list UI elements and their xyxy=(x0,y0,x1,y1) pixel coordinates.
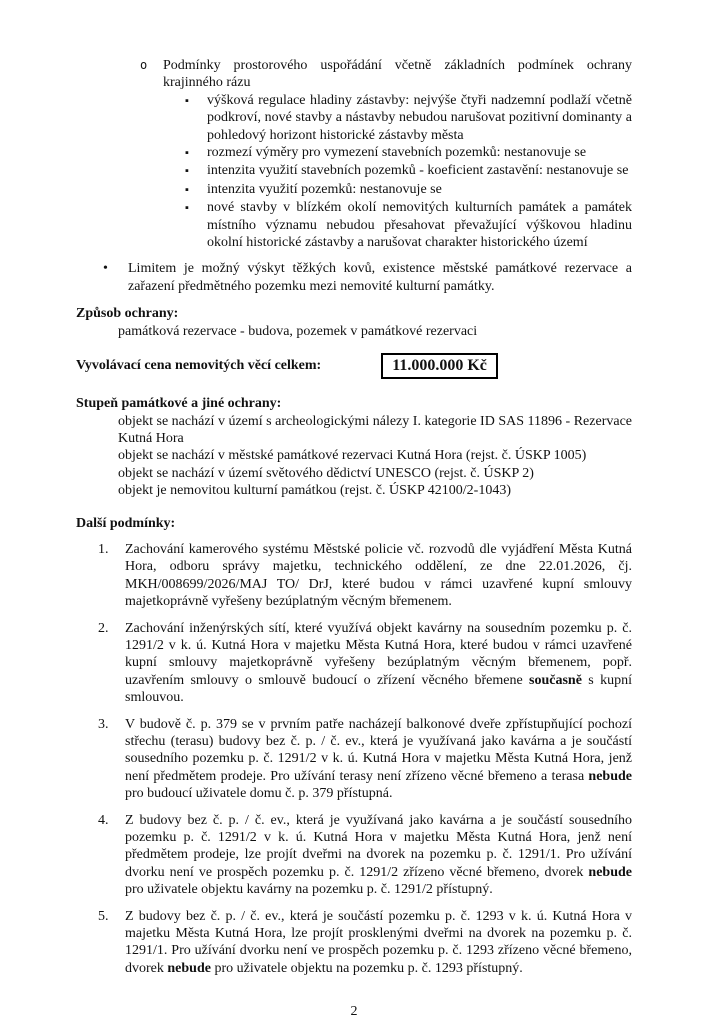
item-number: 3. xyxy=(98,716,109,732)
sub-condition-text: intenzita využití stavebních pozemků - koeficient zastavění: nestanovuje se xyxy=(207,163,629,179)
numbered-condition-text: Z budovy bez č. p. / č. ev., která je využívaná jako kavárna a je součástí sousedního pozemku p. č. 1291/2 v k. ú. Kutná Hora v majetku Města Kutná Hora, jenž není předmětem prodeje, lze projít dveřmi na dvorek na pozemku p. č. 1291/1. Pro užívání dvorku není ve prospěch pozemku p. č. 1291/2 zřízeno věcné břemeno, dvorek nebude pro uživatele objektu kavárny na pozemku p. č. 1291/2 přístupný. xyxy=(125,812,632,898)
disc-bullet-icon: • xyxy=(103,261,108,277)
sub-condition-item xyxy=(185,199,632,251)
section-stupen-ochrany xyxy=(76,395,632,499)
numbered-condition xyxy=(98,620,632,707)
square-bullet-icon: ▪ xyxy=(185,147,189,160)
sub-condition-item xyxy=(185,92,632,144)
stupen-ochrany-item: objekt je nemovitou kulturní památkou (rejst. č. ÚSKP 42100/2-1043) xyxy=(118,483,511,499)
item-number: 5. xyxy=(98,908,109,924)
spatial-conditions-bullet xyxy=(140,57,632,92)
sub-condition-text: výšková regulace hladiny zástavby: nejvýše čtyři nadzemní podlaží včetně podkroví, nové stavby a nástavby nebudou narušovat pozitivní dominanty a pohledový horizont historické zástavby města xyxy=(207,92,632,143)
sub-condition-item xyxy=(185,144,632,162)
dalsi-podminky-heading: Další podmínky: xyxy=(76,515,176,531)
numbered-condition-text: Zachování inženýrských sítí, které využívá objekt kavárny na sousedním pozemku p. č. 1291/2 v k. ú. Kutná Hora v majetku Města Kutná Hora, které budou v rámci uzavřené kupní smlouvy majetkoprávně vyřešeny bezúplatným věcným břemenem, popř. uzavřením smlouvy o smlouvě budoucí o zřízení věcného břemene současně s kupní smlouvou. xyxy=(125,620,632,706)
circle-bullet-icon: o xyxy=(140,58,148,72)
page-number: 2 xyxy=(350,1004,358,1020)
numbered-condition-text: V budově č. p. 379 se v prvním patře nacházejí balkonové dveře zpřístupňující pochozí střechu (terasu) budovy bez č. p. / č. ev., která je využívaná jako kavárna a je součástí sousedního pozemku p. č. 1291/2 v k. ú. Kutná Hora v majetku Města Kutná Hora, jenž není předmětem prodeje. Pro užívání terasy není zřízeno věcné břemeno a terasa nebude pro budoucí uživatele domu č. p. 379 přístupná. xyxy=(125,716,632,802)
numbered-condition xyxy=(98,812,632,899)
zpusob-ochrany-text: památková rezervace - budova, pozemek v památkové rezervaci xyxy=(118,323,478,339)
zpusob-ochrany-heading: Způsob ochrany: xyxy=(76,306,179,322)
square-bullet-icon: ▪ xyxy=(185,183,189,196)
stupen-ochrany-item: objekt se nachází v území světového dědictví UNESCO (rejst. č. ÚSKP 2) xyxy=(118,465,534,481)
item-number: 1. xyxy=(98,541,109,557)
stupen-ochrany-item: objekt se nachází v městské památkové rezervaci Kutná Hora (rejst. č. ÚSKP 1005) xyxy=(118,448,587,464)
numbered-condition xyxy=(98,716,632,803)
numbered-condition xyxy=(98,541,632,611)
numbered-condition xyxy=(98,908,632,978)
item-number: 4. xyxy=(98,812,109,828)
sub-condition-item xyxy=(185,162,632,180)
price-row xyxy=(76,353,632,379)
limit-bullet xyxy=(103,260,632,295)
sub-condition-text: intenzita využití pozemků: nestanovuje se xyxy=(207,181,442,197)
stupen-ochrany-item: objekt se nachází v území s archeologickými nálezy I. kategorie ID SAS 11896 - Rezervace Kutná Hora xyxy=(118,413,632,446)
price-label: Vyvolávací cena nemovitých věcí celkem: xyxy=(76,358,322,374)
square-bullet-icon: ▪ xyxy=(185,165,189,178)
sub-condition-text: rozmezí výměry pro vymezení stavebních pozemků: nestanovuje se xyxy=(207,145,587,161)
square-bullet-icon: ▪ xyxy=(185,94,189,107)
spatial-conditions-text: Podmínky prostorového uspořádání včetně základních podmínek ochrany krajinného rázu xyxy=(163,58,632,91)
section-dalsi-podminky xyxy=(76,515,632,978)
limit-text: Limitem je možný výskyt těžkých kovů, existence městské památkové rezervace a zařazení předmětného pozemku mezi nemovité kulturní památky. xyxy=(128,261,632,294)
item-number: 2. xyxy=(98,620,109,636)
numbered-condition-text: Zachování kamerového systému Městské policie vč. rozvodů dle vyjádření Města Kutná Hora, odboru správy majetku, technického oddělení, ze dne 22.01.2026, čj. MKH/008699/2026/MAJ TO/ DrJ, které budou v rámci uzavřené kupní smlouvy majetkoprávně vyřešeny bezúplatným věcným břemenem. xyxy=(125,541,632,610)
sub-condition-item xyxy=(185,181,632,199)
sub-condition-text: nové stavby v blízkém okolí nemovitých kulturních památek a památek místního významu nebudou přesahovat převažující výškovou hladinu okolní historické zástavby a narušovat charakter historického území xyxy=(207,200,632,251)
square-bullet-icon: ▪ xyxy=(185,202,189,215)
numbered-condition-text: Z budovy bez č. p. / č. ev., která je součástí pozemku p. č. 1293 v k. ú. Kutná Hora v majetku Města Kutná Hora, lze projít prosklenými dveřmi na dvorek na pozemku p. č. 1291/1. Pro užívání dvorku není ve prospěch pozemku p. č. 1293 zřízeno věcné břemeno, dvorek nebude pro uživatele objektu na pozemku p. č. 1293 přístupný. xyxy=(125,908,632,976)
section-zpusob-ochrany xyxy=(76,305,632,340)
stupen-ochrany-heading: Stupeň památkové a jiné ochrany: xyxy=(76,396,282,412)
price-value-box: 11.000.000 Kč xyxy=(381,353,498,379)
